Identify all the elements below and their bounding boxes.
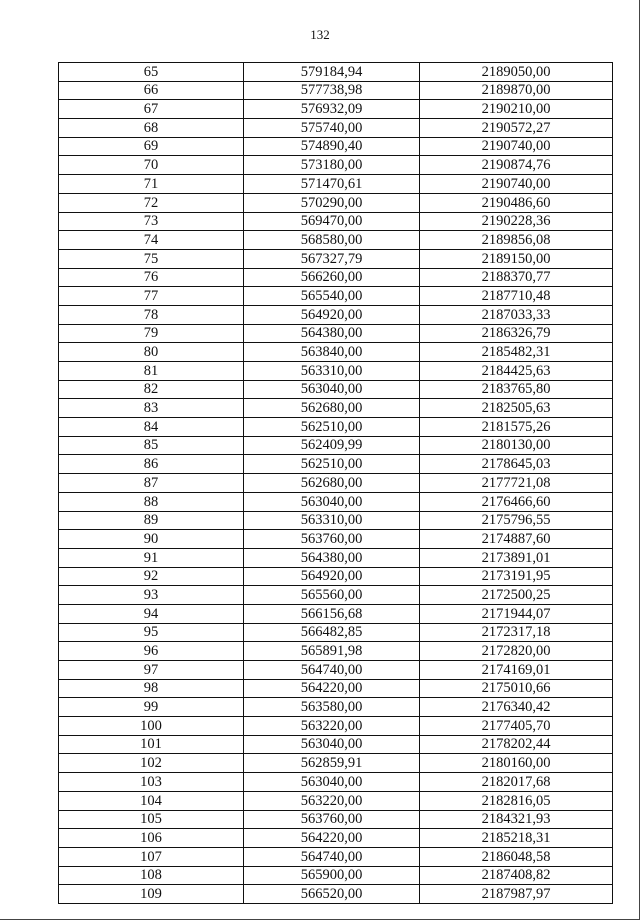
y-coordinate-cell: 2182505,63 — [420, 399, 613, 418]
y-coordinate-cell: 2189150,00 — [420, 249, 613, 268]
x-coordinate-cell: 565900,00 — [244, 866, 420, 885]
point-number-cell: 106 — [59, 829, 244, 848]
point-number-cell: 85 — [59, 436, 244, 455]
x-coordinate-cell: 565560,00 — [244, 586, 420, 605]
x-coordinate-cell: 577738,98 — [244, 81, 420, 100]
x-coordinate-cell: 563040,00 — [244, 773, 420, 792]
point-number-cell: 103 — [59, 773, 244, 792]
x-coordinate-cell: 563040,00 — [244, 735, 420, 754]
point-number-cell: 66 — [59, 81, 244, 100]
point-number-cell: 70 — [59, 156, 244, 175]
table-row — [59, 231, 613, 250]
x-coordinate-cell: 563840,00 — [244, 343, 420, 362]
y-coordinate-cell: 2190740,00 — [420, 175, 613, 194]
point-number-cell: 78 — [59, 305, 244, 324]
x-coordinate-cell: 566482,85 — [244, 623, 420, 642]
x-coordinate-cell: 562409,99 — [244, 436, 420, 455]
point-number-cell: 98 — [59, 679, 244, 698]
table-row — [59, 735, 613, 754]
y-coordinate-cell: 2186326,79 — [420, 324, 613, 343]
y-coordinate-cell: 2174887,60 — [420, 530, 613, 549]
point-number-cell: 67 — [59, 100, 244, 119]
y-coordinate-cell: 2185482,31 — [420, 343, 613, 362]
point-number-cell: 107 — [59, 847, 244, 866]
x-coordinate-cell: 563040,00 — [244, 492, 420, 511]
table-row — [59, 137, 613, 156]
table-row — [59, 511, 613, 530]
point-number-cell: 76 — [59, 268, 244, 287]
x-coordinate-cell: 564920,00 — [244, 567, 420, 586]
table-row — [59, 175, 613, 194]
y-coordinate-cell: 2187987,97 — [420, 885, 613, 904]
table-row — [59, 399, 613, 418]
x-coordinate-cell: 563760,00 — [244, 530, 420, 549]
point-number-cell: 90 — [59, 530, 244, 549]
x-coordinate-cell: 565891,98 — [244, 642, 420, 661]
x-coordinate-cell: 565540,00 — [244, 287, 420, 306]
point-number-cell: 109 — [59, 885, 244, 904]
point-number-cell: 68 — [59, 119, 244, 138]
x-coordinate-cell: 563760,00 — [244, 810, 420, 829]
y-coordinate-cell: 2190228,36 — [420, 212, 613, 231]
table-row — [59, 567, 613, 586]
y-coordinate-cell: 2173191,95 — [420, 567, 613, 586]
table-row — [59, 81, 613, 100]
y-coordinate-cell: 2189870,00 — [420, 81, 613, 100]
y-coordinate-cell: 2174169,01 — [420, 661, 613, 680]
point-number-cell: 65 — [59, 63, 244, 82]
point-number-cell: 108 — [59, 866, 244, 885]
point-number-cell: 82 — [59, 380, 244, 399]
y-coordinate-cell: 2177721,08 — [420, 474, 613, 493]
y-coordinate-cell: 2190486,60 — [420, 193, 613, 212]
table-row — [59, 324, 613, 343]
table-row — [59, 866, 613, 885]
x-coordinate-cell: 567327,79 — [244, 249, 420, 268]
point-number-cell: 84 — [59, 418, 244, 437]
x-coordinate-cell: 564740,00 — [244, 847, 420, 866]
point-number-cell: 101 — [59, 735, 244, 754]
point-number-cell: 81 — [59, 362, 244, 381]
table-row — [59, 305, 613, 324]
table-row — [59, 679, 613, 698]
y-coordinate-cell: 2184321,93 — [420, 810, 613, 829]
point-number-cell: 94 — [59, 604, 244, 623]
point-number-cell: 102 — [59, 754, 244, 773]
table-row — [59, 119, 613, 138]
table-row — [59, 492, 613, 511]
table-row — [59, 810, 613, 829]
y-coordinate-cell: 2173891,01 — [420, 548, 613, 567]
point-number-cell: 95 — [59, 623, 244, 642]
y-coordinate-cell: 2187710,48 — [420, 287, 613, 306]
table-row — [59, 791, 613, 810]
x-coordinate-cell: 568580,00 — [244, 231, 420, 250]
table-row — [59, 212, 613, 231]
table-row — [59, 623, 613, 642]
x-coordinate-cell: 564380,00 — [244, 548, 420, 567]
page-number: 132 — [310, 27, 330, 42]
point-number-cell: 87 — [59, 474, 244, 493]
y-coordinate-cell: 2188370,77 — [420, 268, 613, 287]
x-coordinate-cell: 566156,68 — [244, 604, 420, 623]
x-coordinate-cell: 563040,00 — [244, 380, 420, 399]
x-coordinate-cell: 562859,91 — [244, 754, 420, 773]
y-coordinate-cell: 2178645,03 — [420, 455, 613, 474]
x-coordinate-cell: 562680,00 — [244, 474, 420, 493]
y-coordinate-cell: 2171944,07 — [420, 604, 613, 623]
y-coordinate-cell: 2190874,76 — [420, 156, 613, 175]
x-coordinate-cell: 563220,00 — [244, 717, 420, 736]
point-number-cell: 104 — [59, 791, 244, 810]
point-number-cell: 91 — [59, 548, 244, 567]
y-coordinate-cell: 2182017,68 — [420, 773, 613, 792]
x-coordinate-cell: 570290,00 — [244, 193, 420, 212]
point-number-cell: 71 — [59, 175, 244, 194]
point-number-cell: 72 — [59, 193, 244, 212]
x-coordinate-cell: 562510,00 — [244, 455, 420, 474]
y-coordinate-cell: 2190210,00 — [420, 100, 613, 119]
table-row — [59, 829, 613, 848]
y-coordinate-cell: 2189050,00 — [420, 63, 613, 82]
point-number-cell: 97 — [59, 661, 244, 680]
x-coordinate-cell: 564920,00 — [244, 305, 420, 324]
y-coordinate-cell: 2184425,63 — [420, 362, 613, 381]
x-coordinate-cell: 564380,00 — [244, 324, 420, 343]
table-row — [59, 268, 613, 287]
y-coordinate-cell: 2185218,31 — [420, 829, 613, 848]
table-row — [59, 287, 613, 306]
table-row — [59, 436, 613, 455]
y-coordinate-cell: 2190572,27 — [420, 119, 613, 138]
x-coordinate-cell: 564740,00 — [244, 661, 420, 680]
x-coordinate-cell: 566520,00 — [244, 885, 420, 904]
table-row — [59, 100, 613, 119]
point-number-cell: 86 — [59, 455, 244, 474]
table-row — [59, 193, 613, 212]
point-number-cell: 69 — [59, 137, 244, 156]
point-number-cell: 89 — [59, 511, 244, 530]
y-coordinate-cell: 2181575,26 — [420, 418, 613, 437]
point-number-cell: 77 — [59, 287, 244, 306]
point-number-cell: 79 — [59, 324, 244, 343]
x-coordinate-cell: 576932,09 — [244, 100, 420, 119]
x-coordinate-cell: 563310,00 — [244, 362, 420, 381]
y-coordinate-cell: 2175796,55 — [420, 511, 613, 530]
table-row — [59, 362, 613, 381]
point-number-cell: 99 — [59, 698, 244, 717]
table-row — [59, 343, 613, 362]
table-row — [59, 380, 613, 399]
point-number-cell: 75 — [59, 249, 244, 268]
x-coordinate-cell: 566260,00 — [244, 268, 420, 287]
coordinates-table — [58, 62, 613, 904]
table-row — [59, 455, 613, 474]
x-coordinate-cell: 563310,00 — [244, 511, 420, 530]
y-coordinate-cell: 2177405,70 — [420, 717, 613, 736]
table-row — [59, 698, 613, 717]
x-coordinate-cell: 571470,61 — [244, 175, 420, 194]
point-number-cell: 93 — [59, 586, 244, 605]
point-number-cell: 74 — [59, 231, 244, 250]
x-coordinate-cell: 574890,40 — [244, 137, 420, 156]
table-row — [59, 754, 613, 773]
table-row — [59, 548, 613, 567]
x-coordinate-cell: 564220,00 — [244, 829, 420, 848]
point-number-cell: 92 — [59, 567, 244, 586]
table-row — [59, 63, 613, 82]
y-coordinate-cell: 2189856,08 — [420, 231, 613, 250]
x-coordinate-cell: 579184,94 — [244, 63, 420, 82]
y-coordinate-cell: 2180130,00 — [420, 436, 613, 455]
point-number-cell: 80 — [59, 343, 244, 362]
y-coordinate-cell: 2187033,33 — [420, 305, 613, 324]
table-row — [59, 530, 613, 549]
point-number-cell: 88 — [59, 492, 244, 511]
y-coordinate-cell: 2190740,00 — [420, 137, 613, 156]
x-coordinate-cell: 563580,00 — [244, 698, 420, 717]
y-coordinate-cell: 2175010,66 — [420, 679, 613, 698]
y-coordinate-cell: 2176466,60 — [420, 492, 613, 511]
table-row — [59, 773, 613, 792]
table-row — [59, 586, 613, 605]
x-coordinate-cell: 564220,00 — [244, 679, 420, 698]
y-coordinate-cell: 2180160,00 — [420, 754, 613, 773]
table-row — [59, 418, 613, 437]
point-number-cell: 105 — [59, 810, 244, 829]
x-coordinate-cell: 569470,00 — [244, 212, 420, 231]
table-row — [59, 847, 613, 866]
table-row — [59, 604, 613, 623]
x-coordinate-cell: 562680,00 — [244, 399, 420, 418]
table-row — [59, 885, 613, 904]
table-row — [59, 474, 613, 493]
point-number-cell: 73 — [59, 212, 244, 231]
table-row — [59, 642, 613, 661]
y-coordinate-cell: 2182816,05 — [420, 791, 613, 810]
y-coordinate-cell: 2178202,44 — [420, 735, 613, 754]
x-coordinate-cell: 563220,00 — [244, 791, 420, 810]
y-coordinate-cell: 2172500,25 — [420, 586, 613, 605]
y-coordinate-cell: 2186048,58 — [420, 847, 613, 866]
point-number-cell: 83 — [59, 399, 244, 418]
y-coordinate-cell: 2183765,80 — [420, 380, 613, 399]
y-coordinate-cell: 2176340,42 — [420, 698, 613, 717]
y-coordinate-cell: 2187408,82 — [420, 866, 613, 885]
x-coordinate-cell: 562510,00 — [244, 418, 420, 437]
coordinates-table-body — [59, 63, 613, 904]
x-coordinate-cell: 573180,00 — [244, 156, 420, 175]
point-number-cell: 100 — [59, 717, 244, 736]
point-number-cell: 96 — [59, 642, 244, 661]
x-coordinate-cell: 575740,00 — [244, 119, 420, 138]
y-coordinate-cell: 2172317,18 — [420, 623, 613, 642]
y-coordinate-cell: 2172820,00 — [420, 642, 613, 661]
table-row — [59, 156, 613, 175]
table-row — [59, 249, 613, 268]
table-row — [59, 717, 613, 736]
table-row — [59, 661, 613, 680]
